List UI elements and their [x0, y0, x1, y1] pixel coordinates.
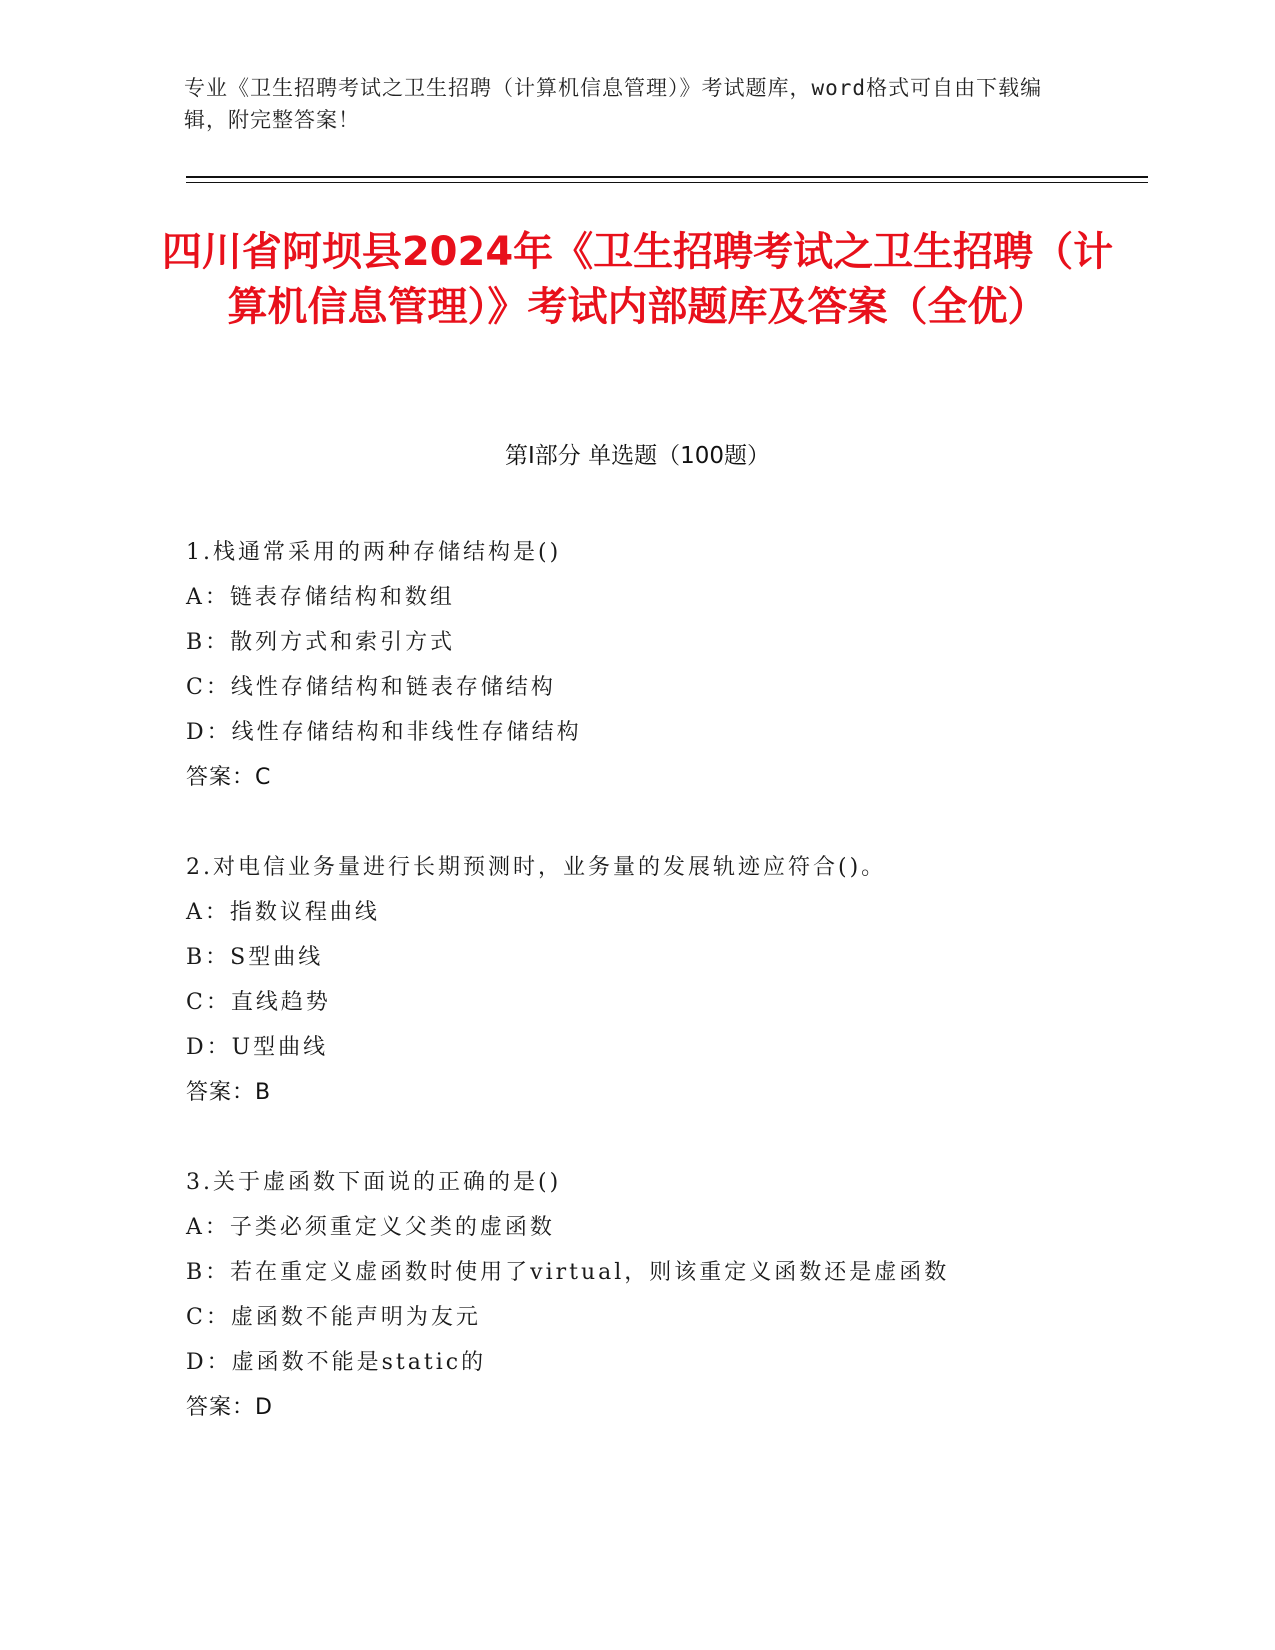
question-stem: 3.关于虚函数下面说的正确的是(): [186, 1170, 562, 1195]
header-rule-thin: [186, 182, 1148, 183]
question-3: [186, 1160, 1086, 1430]
question-stem: 2.对电信业务量进行长期预测时，业务量的发展轨迹应符合()。: [186, 855, 887, 880]
option-c: C：直线趋势: [186, 990, 331, 1015]
option-d: D：线性存储结构和非线性存储结构: [186, 720, 582, 745]
option-d: D：虚函数不能是static的: [186, 1350, 487, 1375]
question-2: [186, 845, 1086, 1115]
option-a: A：链表存储结构和数组: [186, 585, 455, 610]
option-a: A：子类必须重定义父类的虚函数: [186, 1215, 555, 1240]
section-title: 第I部分 单选题（100题）: [505, 443, 770, 469]
header-note: 专业《卫生招聘考试之卫生招聘（计算机信息管理）》考试题库，word格式可自由下载编辑，附完整答案！: [184, 76, 1043, 132]
option-b: B：S型曲线: [186, 945, 324, 970]
answer-line: 答案：D: [186, 1395, 273, 1420]
header-rule-thick: [186, 176, 1148, 178]
option-b: B：若在重定义虚函数时使用了virtual，则该重定义函数还是虚函数: [186, 1260, 950, 1285]
option-d: D：U型曲线: [186, 1035, 329, 1060]
question-stem: 1.栈通常采用的两种存储结构是(): [186, 540, 562, 565]
option-c: C：线性存储结构和链表存储结构: [186, 675, 556, 700]
answer-line: 答案：C: [186, 765, 272, 790]
document-title: 四川省阿坝县2024年《卫生招聘考试之卫生招聘（计算机信息管理）》考试内部题库及答案（全优）: [161, 229, 1114, 330]
question-list: [186, 530, 1086, 1475]
option-b: B：散列方式和索引方式: [186, 630, 456, 655]
option-c: C：虚函数不能声明为友元: [186, 1305, 481, 1330]
option-a: A：指数议程曲线: [186, 900, 380, 925]
question-1: [186, 530, 1086, 800]
answer-line: 答案：B: [186, 1080, 272, 1105]
